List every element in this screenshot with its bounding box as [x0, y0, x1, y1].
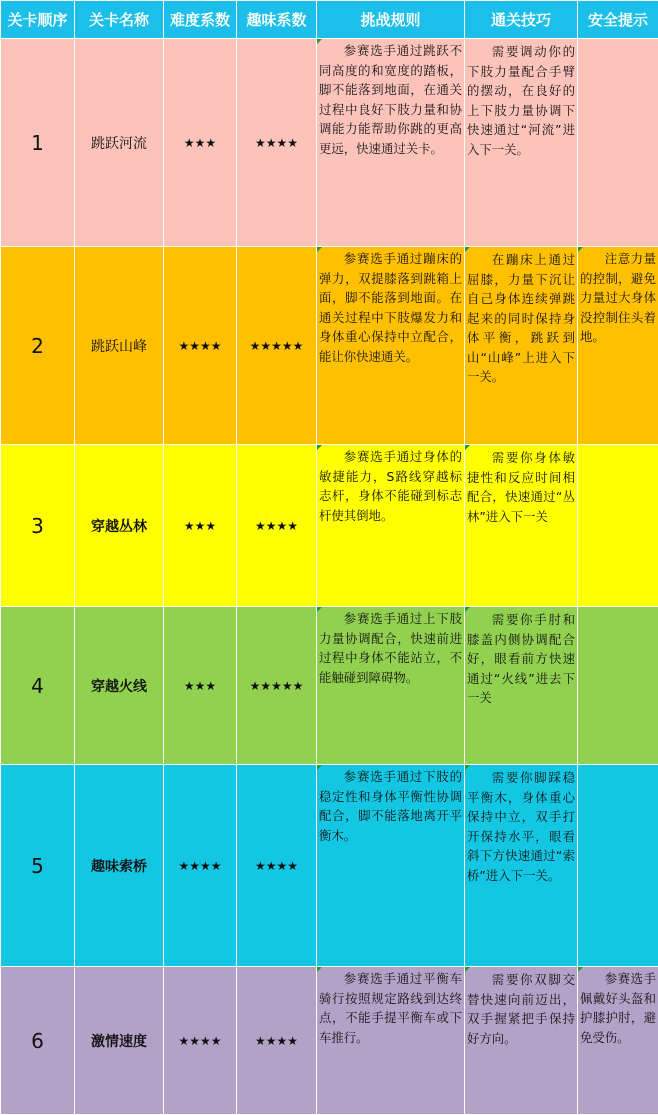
row-order: 6	[1, 967, 75, 1115]
comment-marker-icon	[317, 39, 322, 44]
safety-text: 注意力量的控制，避免力量过大身体没控制住头着地。	[580, 249, 656, 347]
header-name: 关卡名称	[75, 1, 164, 39]
row-order: 3	[1, 445, 75, 607]
rule-cell	[317, 39, 465, 247]
rule-text: 参赛选手通过平衡车骑行按照规定路线到达终点，不能手提平衡车或下车推行。	[319, 969, 462, 1047]
header-rule: 挑战规则	[317, 1, 465, 39]
fun-stars: ★★★★	[237, 765, 317, 967]
safety-cell	[578, 39, 658, 247]
tip-text: 需要你双脚交替快速向前迈出，双手握紧把手保持好方向。	[467, 970, 575, 1048]
comment-marker-icon	[317, 967, 322, 972]
tip-text: 需要你脚踩稳平衡木，身体重心保持中立，双手打开保持水平，眼看斜下方快速通过“索桥”进入下一关。	[467, 768, 575, 885]
rule-text: 参赛选手通过下肢的稳定性和身体平衡性协调配合，脚不能落地离开平衡木。	[319, 767, 462, 845]
safety-cell	[578, 607, 658, 765]
rule-cell	[317, 445, 465, 607]
header-tip: 通关技巧	[465, 1, 578, 39]
comment-marker-icon	[465, 247, 470, 252]
rule-text: 参赛选手通过跳跃不同高度的和宽度的踏板，脚不能落到地面，在通关过程中良好下肢力量和协调能力能帮助你跳的更高更远，快速通过关卡。	[319, 41, 462, 158]
rule-cell	[317, 967, 465, 1115]
table-row	[1, 967, 658, 1115]
difficulty-stars: ★★★★	[164, 765, 237, 967]
row-order: 4	[1, 607, 75, 765]
fun-stars: ★★★★★	[237, 607, 317, 765]
header-order: 关卡顺序	[1, 1, 75, 39]
comment-marker-icon	[317, 247, 322, 252]
safety-cell	[578, 445, 658, 607]
row-order: 5	[1, 765, 75, 967]
rule-cell	[317, 247, 465, 445]
fun-stars: ★★★★	[237, 39, 317, 247]
header-row	[1, 1, 658, 39]
table-row	[1, 39, 658, 247]
rule-cell	[317, 765, 465, 967]
safety-text: 参赛选手佩戴好头盔和护膝护肘，避免受伤。	[580, 969, 656, 1047]
comment-marker-icon	[317, 765, 322, 770]
tip-text: 需要调动你的下肢力量配合手臂的摆动，在良好的上下肢力量协调下快速通过“河流”进入下一关。	[467, 42, 575, 159]
tip-cell	[465, 247, 578, 445]
comment-marker-icon	[465, 765, 470, 770]
row-name: 趣味索桥	[75, 765, 164, 967]
tip-text: 需要你手肘和膝盖内侧协调配合好，眼看前方快速通过“火线”进去下一关	[467, 610, 575, 708]
table-row	[1, 607, 658, 765]
table-row	[1, 445, 658, 607]
rule-text: 参赛选手通过身体的敏捷能力，S路线穿越标志杆，身体不能碰到标志杆使其倒地。	[319, 447, 462, 525]
row-name: 激情速度	[75, 967, 164, 1115]
tip-cell	[465, 765, 578, 967]
comment-marker-icon	[465, 607, 470, 612]
difficulty-stars: ★★★	[164, 607, 237, 765]
difficulty-stars: ★★★	[164, 39, 237, 247]
header-fun: 趣味系数	[237, 1, 317, 39]
comment-marker-icon	[578, 967, 583, 972]
comment-marker-icon	[317, 445, 322, 450]
difficulty-stars: ★★★★	[164, 967, 237, 1115]
table-row	[1, 247, 658, 445]
safety-cell	[578, 247, 658, 445]
comment-marker-icon	[465, 445, 470, 450]
row-name: 穿越火线	[75, 607, 164, 765]
comment-marker-icon	[465, 967, 470, 972]
rule-text: 参赛选手通过蹦床的弹力，双提膝落到跳箱上面，脚不能落到地面。在通关过程中下肢爆发力和身体重心保持中立配合，能让你快速通关。	[319, 249, 462, 366]
header-safety: 安全提示	[578, 1, 658, 39]
row-name: 跳跃河流	[75, 39, 164, 247]
safety-cell	[578, 765, 658, 967]
fun-stars: ★★★★	[237, 967, 317, 1115]
header-difficulty: 难度系数	[164, 1, 237, 39]
tip-cell	[465, 967, 578, 1115]
difficulty-stars: ★★★	[164, 445, 237, 607]
fun-stars: ★★★★	[237, 445, 317, 607]
table-row	[1, 765, 658, 967]
rule-cell	[317, 607, 465, 765]
difficulty-stars: ★★★★	[164, 247, 237, 445]
rule-text: 参赛选手通过上下肢力量协调配合，快速前进过程中身体不能站立，不能触碰到障碍物。	[319, 609, 462, 687]
tip-text: 需要你身体敏捷性和反应时间相配合，快速通过“丛林”进入下一关	[467, 448, 575, 526]
fun-stars: ★★★★★	[237, 247, 317, 445]
comment-marker-icon	[317, 607, 322, 612]
tip-cell	[465, 607, 578, 765]
row-name: 穿越丛林	[75, 445, 164, 607]
row-name: 跳跃山峰	[75, 247, 164, 445]
row-order: 1	[1, 39, 75, 247]
row-order: 2	[1, 247, 75, 445]
tip-text: 在蹦床上通过屈膝，力量下沉让自己身体连续弹跳起来的同时保持身体平衡，跳跃到山“山峰”上进入下一关。	[467, 250, 575, 387]
safety-cell	[578, 967, 658, 1115]
comment-marker-icon	[578, 247, 583, 252]
tip-cell	[465, 39, 578, 247]
tip-cell	[465, 445, 578, 607]
